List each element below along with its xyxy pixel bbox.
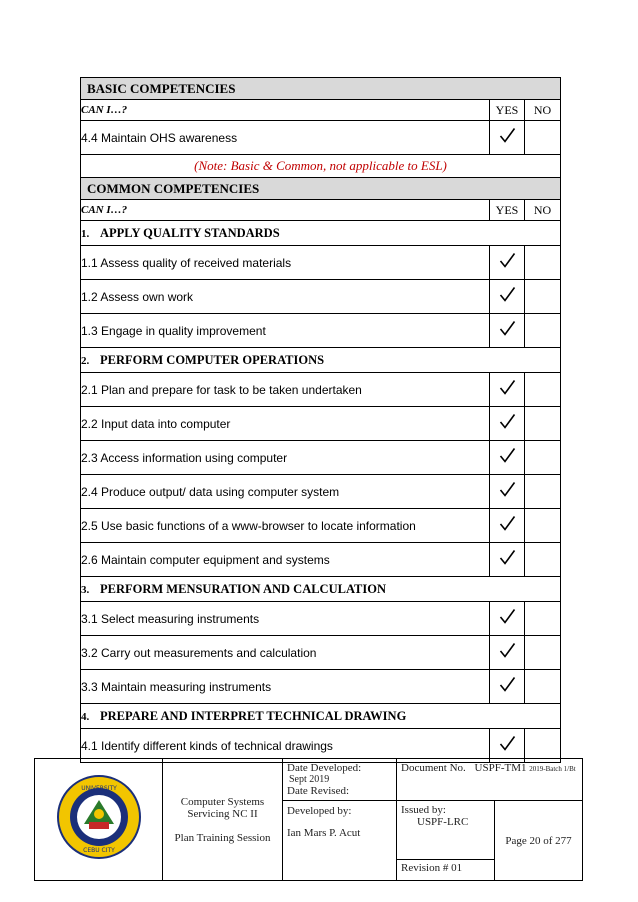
logo-cell (35, 759, 163, 881)
checkmark-icon (499, 379, 516, 395)
competency-item-row (81, 475, 561, 509)
competency-item-row (81, 602, 561, 636)
yes-checkbox-cell (490, 602, 525, 636)
section-title-text: PERFORM COMPUTER OPERATIONS (100, 352, 325, 367)
issued-by-label: Issued by: (401, 804, 446, 816)
svg-text:UNIVERSITY: UNIVERSITY (80, 785, 117, 792)
no-checkbox-cell (525, 636, 561, 670)
competency-item-row (81, 314, 561, 348)
common-competencies-can-i-label: CAN I…? (81, 200, 490, 221)
document-no-label: Document No. (401, 762, 466, 774)
competency-item-label: 2.3 Access information using computer (81, 441, 490, 475)
no-checkbox-cell (525, 602, 561, 636)
competency-section-row (81, 577, 561, 602)
no-checkbox-cell (525, 407, 561, 441)
competency-item-label: 1.2 Assess own work (81, 280, 490, 314)
issued-cell (397, 801, 495, 860)
document-no-suffix: 2019-Batch 1/Bt (529, 765, 576, 773)
no-checkbox-cell (525, 670, 561, 704)
section-number: 3. (81, 583, 90, 596)
svg-text:CEBU CITY: CEBU CITY (82, 847, 115, 854)
page-number: Page 20 of 277 (505, 834, 572, 847)
revision-cell (397, 860, 495, 881)
competency-item-label: 2.2 Input data into computer (81, 407, 490, 441)
competency-checklist (80, 77, 561, 763)
checkmark-icon (499, 549, 516, 565)
document-no-cell (397, 759, 583, 801)
no-checkbox-cell (525, 543, 561, 577)
competency-section-row (81, 348, 561, 373)
revision-number: Revision # 01 (401, 862, 463, 874)
checkmark-icon (499, 447, 516, 463)
section-title-text: APPLY QUALITY STANDARDS (100, 225, 280, 240)
competency-item-row (81, 280, 561, 314)
checkmark-icon (499, 642, 516, 658)
competency-item-label: 2.4 Produce output/ data using computer system (81, 475, 490, 509)
no-checkbox-cell (525, 314, 561, 348)
checkmark-icon (499, 515, 516, 531)
document-footer (34, 758, 583, 881)
yes-checkbox-cell (490, 314, 525, 348)
competency-item-label: 4.1 Identify different kinds of technical drawings (81, 729, 490, 763)
competency-item-row (81, 373, 561, 407)
session-title: Plan Training Session (174, 831, 271, 844)
competency-item-label: 3.1 Select measuring instruments (81, 602, 490, 636)
section-number: 1. (81, 227, 90, 240)
no-checkbox-cell (525, 280, 561, 314)
checkmark-icon (499, 252, 516, 268)
checkmark-icon (499, 608, 516, 624)
competency-item-row (81, 407, 561, 441)
note-text: (Note: Basic & Common, not applicable to ESL) (81, 155, 561, 178)
yes-checkbox-cell (490, 509, 525, 543)
basic-competencies-can-i-label: CAN I…? (81, 100, 490, 121)
common-competencies-header: COMMON COMPETENCIES (81, 178, 561, 200)
document-no-value: USPF-TM1 (474, 762, 527, 774)
yes-checkbox-cell (490, 670, 525, 704)
competency-section-title (81, 704, 561, 729)
no-checkbox-cell (525, 441, 561, 475)
checkmark-icon (499, 127, 516, 143)
no-checkbox-cell (525, 246, 561, 280)
yes-checkbox-cell (490, 475, 525, 509)
yes-checkbox-cell (490, 373, 525, 407)
date-cell (283, 759, 397, 801)
university-seal-logo (56, 774, 142, 860)
competency-item-label: 4.4 Maintain OHS awareness (81, 121, 490, 155)
basic-competencies-yes-header: YES (490, 100, 525, 121)
competency-section-title (81, 348, 561, 373)
no-checkbox-cell (525, 475, 561, 509)
yes-checkbox-cell (490, 636, 525, 670)
issued-by-value: USPF-LRC (417, 816, 469, 828)
yes-checkbox-cell (490, 121, 525, 155)
developer-cell (283, 801, 397, 881)
competency-section-row (81, 704, 561, 729)
competency-item-row (81, 670, 561, 704)
common-competencies-yes-header: YES (490, 200, 525, 221)
basic-competencies-header: BASIC COMPETENCIES (81, 78, 561, 100)
no-checkbox-cell (525, 509, 561, 543)
no-checkbox-cell (525, 373, 561, 407)
competency-item-label: 2.5 Use basic functions of a www-browser to locate information (81, 509, 490, 543)
competency-item-row (81, 121, 561, 155)
basic-competencies-no-header: NO (525, 100, 561, 121)
section-number: 2. (81, 354, 90, 367)
yes-checkbox-cell (490, 407, 525, 441)
yes-checkbox-cell (490, 246, 525, 280)
competency-item-label: 2.6 Maintain computer equipment and systems (81, 543, 490, 577)
competency-item-row (81, 543, 561, 577)
common-competencies-no-header: NO (525, 200, 561, 221)
course-cell (163, 759, 283, 881)
competency-item-row (81, 636, 561, 670)
date-developed-label: Date Developed: (287, 762, 362, 774)
competency-section-row (81, 221, 561, 246)
competency-section-title (81, 221, 561, 246)
competency-item-row (81, 246, 561, 280)
competency-item-label: 2.1 Plan and prepare for task to be taken undertaken (81, 373, 490, 407)
course-title: Computer Systems Servicing NC II (180, 795, 265, 820)
competency-item-row (81, 441, 561, 475)
checkmark-icon (499, 676, 516, 692)
checkmark-icon (499, 413, 516, 429)
competency-item-label: 1.1 Assess quality of received materials (81, 246, 490, 280)
competency-item-row (81, 509, 561, 543)
yes-checkbox-cell (490, 543, 525, 577)
competency-item-label: 1.3 Engage in quality improvement (81, 314, 490, 348)
checkmark-icon (499, 286, 516, 302)
page-cell (495, 801, 583, 881)
date-developed-value: Sept 2019 (289, 774, 330, 785)
yes-checkbox-cell (490, 280, 525, 314)
checkmark-icon (499, 481, 516, 497)
section-number: 4. (81, 710, 90, 723)
yes-checkbox-cell (490, 441, 525, 475)
developed-by-label: Developed by: (287, 805, 352, 817)
competency-section-title (81, 577, 561, 602)
date-revised-label: Date Revised: (287, 785, 350, 797)
checkmark-icon (499, 320, 516, 336)
section-title-text: PERFORM MENSURATION AND CALCULATION (100, 581, 387, 596)
section-title-text: PREPARE AND INTERPRET TECHNICAL DRAWING (100, 708, 407, 723)
developed-by-value: Ian Mars P. Acut (287, 827, 361, 839)
checkmark-icon (499, 735, 516, 751)
no-checkbox-cell (525, 121, 561, 155)
competency-item-label: 3.2 Carry out measurements and calculation (81, 636, 490, 670)
competency-item-label: 3.3 Maintain measuring instruments (81, 670, 490, 704)
